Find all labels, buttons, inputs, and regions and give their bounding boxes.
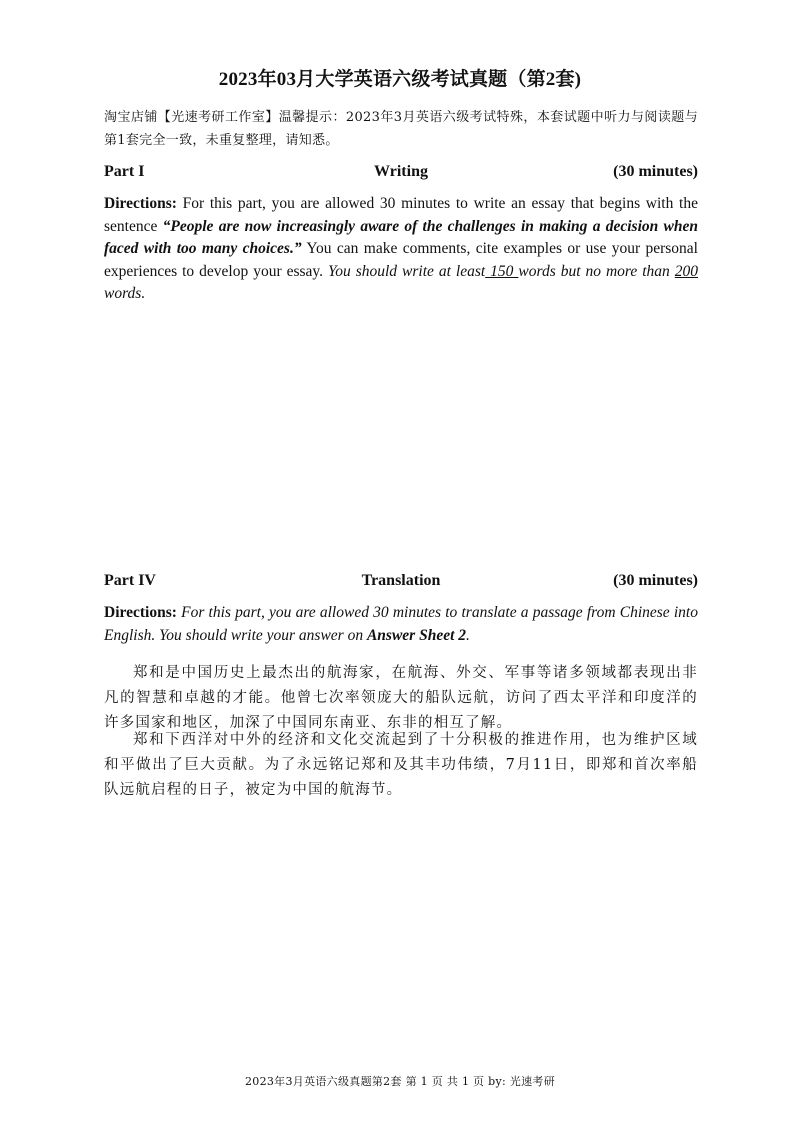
word-requirement: You should write at least [328, 262, 486, 280]
directions-text: For this part, you are allowed 30 minutes to translate a passage from Chinese into English. You should write your answer on [104, 604, 698, 644]
directions-label: Directions: [104, 195, 177, 212]
part-time: (30 minutes) [613, 163, 698, 180]
page-footer: 2023年3月英语六级真题第2套 第 1 页 共 1 页 by: 光速考研 [244, 1075, 556, 1088]
directions-text: For this part, you are allowed 30 minutes to write an essay that begins with the sentence [104, 195, 698, 235]
page-title: 2023年03月大学英语六级考试真题（第2套) [218, 69, 582, 90]
shop-notice: 淘宝店铺【光速考研工作室】温馨提示：2023年3月英语六级考试特殊，本套试题中听力与阅读题与第1套完全一致，未重复整理，请知悉。 [104, 110, 698, 148]
translation-directions [104, 602, 698, 647]
translation-paragraph-1: 郑和是中国历史上最杰出的航海家，在航海、外交、军事等诸多领域都表现出非凡的智慧和卓越的才能。他曾七次率领庞大的船队远航，访问了西太平洋和印度洋的许多国家和地区，加深了中国同东南亚、东非的相互了解。 [104, 665, 698, 731]
answer-sheet-ref: Answer Sheet 2 [366, 626, 467, 644]
min-words: 150 [485, 262, 519, 280]
directions-end: . [466, 626, 470, 644]
part-name: Writing [374, 163, 428, 180]
directions-label: Directions: [104, 604, 177, 621]
word-requirement: words. [104, 285, 146, 302]
max-words: 200 [674, 262, 699, 280]
word-requirement: words but no more than [518, 262, 675, 280]
part-number: Part I [104, 163, 145, 180]
part-number: Part IV [104, 572, 156, 589]
writing-directions [104, 193, 698, 306]
part-name: Translation [361, 572, 441, 589]
directions-text: You can make comments, cite examples or use your personal experiences to develop your essay. [104, 240, 698, 280]
translation-paragraph-2: 郑和下西洋对中外的经济和文化交流起到了十分积极的推进作用，也为维护区域和平做出了巨大贡献。为了永远铭记郑和及其丰功伟绩，7月11日，即郑和首次率船队远航启程的日子，被定为中国的航海节。 [104, 732, 698, 798]
part-time: (30 minutes) [613, 572, 698, 589]
essay-prompt-quote: “People are now increasingly aware of the challenges in making a decision when faced with too many choices.” [104, 217, 699, 257]
part-translation-header [104, 572, 698, 594]
part-writing-header [104, 163, 698, 185]
